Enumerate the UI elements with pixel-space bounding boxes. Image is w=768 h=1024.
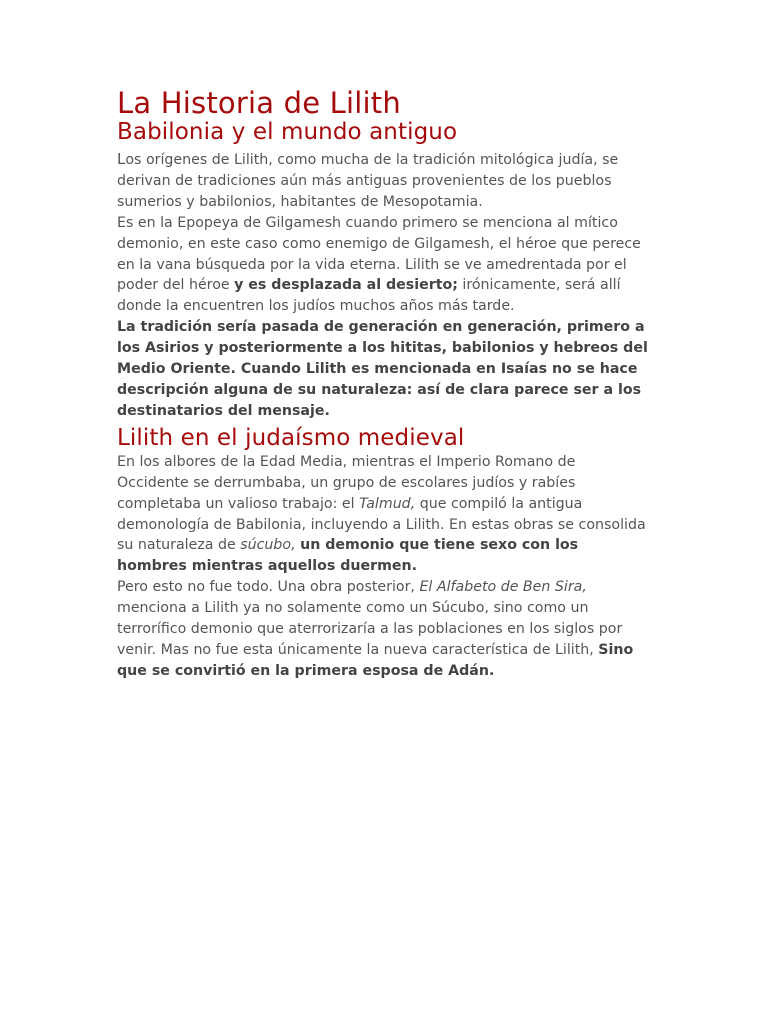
paragraph-talmud-text-a: En los albores de la Edad Media, mientras el Imperio Romano de Occidente se derrumbaba, un grupo de escolares judíos y rabíes completaba un valioso trabajo: el bbox=[117, 453, 576, 512]
paragraph-tradition: La tradición sería pasada de generación en generación, primero a los Asirios y posteriormente a los hititas, babilonios y hebreos del Medio Oriente. Cuando Lilith es mencionada en Isaías no se hace descripción alguna de su naturaleza: así de clara parece ser a los destinatarios del mensaje. bbox=[117, 319, 648, 419]
page-title: La Historia de Lilith bbox=[117, 86, 401, 120]
paragraph-gilgamesh-text-after: irónicamente, será allí donde la encuentren los judíos muchos años más tarde. bbox=[117, 277, 621, 315]
section-heading-babilonia: Babilonia y el mundo antiguo bbox=[117, 119, 458, 145]
paragraph-gilgamesh-text-before: Es en la Epopeya de Gilgamesh cuando primero se menciona al mítico demonio, en este caso como enemigo de Gilgamesh, el héroe que perece en la vana búsqueda por la vida eterna. Lilith se ve amedrentada por el poder del héroe bbox=[117, 214, 641, 294]
ben-sira-italic: El Alfabeto de Ben Sira, bbox=[419, 579, 587, 596]
paragraph-ben-sira-text-a: Pero esto no fue todo. Una obra posterior, bbox=[117, 579, 420, 596]
paragraph-talmud-text-b: que compiló la antigua demonología de Babilonia, incluyendo a Lilith. En estas obras se consolida su naturaleza de bbox=[117, 495, 646, 554]
paragraph-origins-text: os orígenes de Lilith, como mucha de la tradición mitológica judía, se derivan de tradiciones aún más antiguas provenientes de los pueblos sumerios y babilonios, habitantes de Mesopotamia. bbox=[117, 152, 619, 210]
paragraph-gilgamesh-bold: y es desplazada al desierto; bbox=[234, 277, 458, 294]
paragraph-ben-sira-text-b: menciona a Lilith ya no solamente como un Súcubo, sino como un terrorífico demonio que aterrorizaría a las poblaciones en los siglos por venir. Mas no fue esta únicamente la nueva característica de Lilith, bbox=[117, 600, 623, 658]
paragraph-gilgamesh bbox=[117, 213, 649, 318]
talmud-italic: Talmud, bbox=[359, 495, 416, 512]
paragraph-origins bbox=[117, 149, 649, 213]
document-content bbox=[117, 84, 649, 682]
drop-cap-letter: L bbox=[117, 150, 126, 168]
section-heading-medieval: Lilith en el judaísmo medieval bbox=[117, 424, 465, 451]
paragraph-talmud-bold: un demonio que tiene sexo con los hombres mientras aquellos duermen. bbox=[117, 537, 579, 575]
paragraph-ben-sira-bold: Sino que se convirtió en la primera esposa de Adán. bbox=[117, 641, 634, 679]
paragraph-talmud bbox=[117, 452, 649, 577]
paragraph-ben-sira bbox=[117, 577, 649, 682]
sucubo-italic: súcubo, bbox=[240, 537, 296, 554]
